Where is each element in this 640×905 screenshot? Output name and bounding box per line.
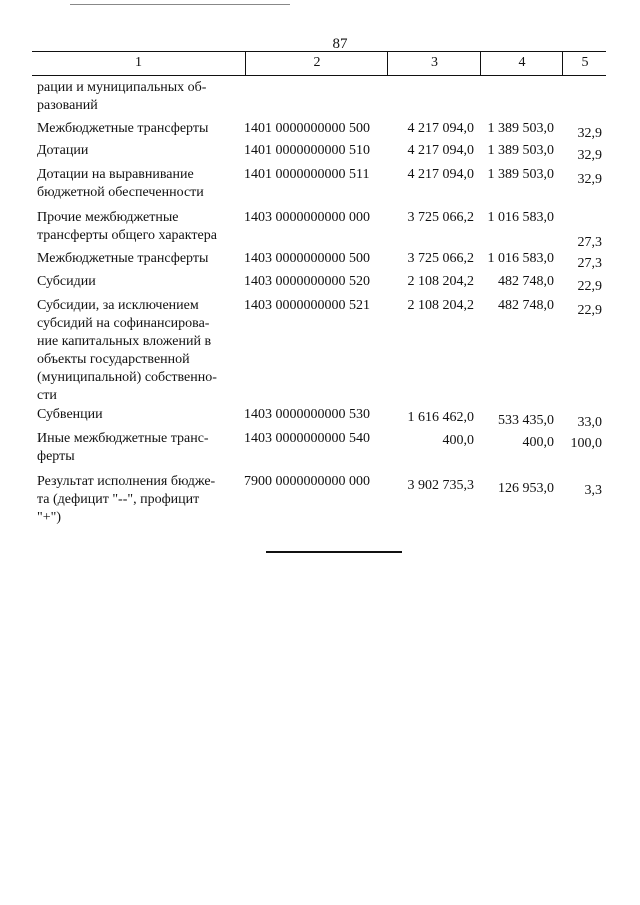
row-actual-value: 1 389 503,0 [487,121,554,136]
row-code: 7900 0000000000 000 [244,474,370,489]
row-percent: 3,3 [584,483,602,498]
row-actual-value: 1 389 503,0 [487,143,554,158]
row-percent: 27,3 [577,235,602,250]
row-plan-value: 3 902 735,3 [407,478,474,493]
top-scan-line [70,4,290,5]
row-code: 1403 0000000000 500 [244,251,370,266]
row-actual-value: 1 389 503,0 [487,167,554,182]
row-actual-value: 482 748,0 [498,298,554,313]
row-name: Дотации на выравнивание бюджетной обеспеченности [37,167,204,200]
row-code: 1403 0000000000 530 [244,407,370,422]
row-percent: 32,9 [577,148,602,163]
table-header [32,51,606,76]
row-plan-value: 4 217 094,0 [407,143,474,158]
row-plan-value: 1 616 462,0 [407,410,474,425]
row-actual-value: 1 016 583,0 [487,210,554,225]
header-col-4: 4 [480,52,563,75]
row-code: 1403 0000000000 520 [244,274,370,289]
row-actual-value: 482 748,0 [498,274,554,289]
page-number: 87 [332,36,348,52]
row-name: Межбюджетные трансферты [37,121,209,136]
row-actual-value: 126 953,0 [498,481,554,496]
row-name: Субвенции [37,407,103,422]
row-code: 1401 0000000000 500 [244,121,370,136]
row-actual-value: 533 435,0 [498,413,554,428]
row-plan-value: 3 725 066,2 [407,210,474,225]
row-name: Результат исполнения бюдже- та (дефицит "--", профицит "+") [37,474,216,525]
header-col-2: 2 [245,52,388,75]
row-plan-value: 4 217 094,0 [407,167,474,182]
row-percent: 33,0 [577,415,602,430]
row-name: Субсидии, за исключением субсидий на софинансирова- ние капитальных вложений в объекты государственной (муниципальной) собственно- сти [37,298,217,403]
row-actual-value: 400,0 [522,435,554,450]
row-percent: 32,9 [577,172,602,187]
row-plan-value: 2 108 204,2 [407,298,474,313]
row-code: 1403 0000000000 540 [244,431,370,446]
row-code: 1401 0000000000 511 [244,167,370,182]
row-code: 1401 0000000000 510 [244,143,370,158]
row-name: рации и муниципальных об- разований [37,80,207,113]
end-of-table-rule [266,551,402,553]
row-name: Иные межбюджетные транс- ферты [37,431,209,464]
header-col-5: 5 [562,52,607,75]
row-percent: 27,3 [577,256,602,271]
row-name: Прочие межбюджетные трансферты общего характера [37,210,217,243]
row-percent: 100,0 [570,436,602,451]
row-code: 1403 0000000000 521 [244,298,370,313]
row-plan-value: 4 217 094,0 [407,121,474,136]
row-name: Дотации [37,143,89,158]
row-plan-value: 2 108 204,2 [407,274,474,289]
row-percent: 22,9 [577,303,602,318]
row-percent: 22,9 [577,279,602,294]
row-actual-value: 1 016 583,0 [487,251,554,266]
row-percent: 32,9 [577,126,602,141]
row-code: 1403 0000000000 000 [244,210,370,225]
header-col-1: 1 [135,55,142,70]
row-name: Межбюджетные трансферты [37,251,209,266]
row-plan-value: 3 725 066,2 [407,251,474,266]
header-col-3: 3 [387,52,481,75]
row-plan-value: 400,0 [442,433,474,448]
row-name: Субсидии [37,274,96,289]
